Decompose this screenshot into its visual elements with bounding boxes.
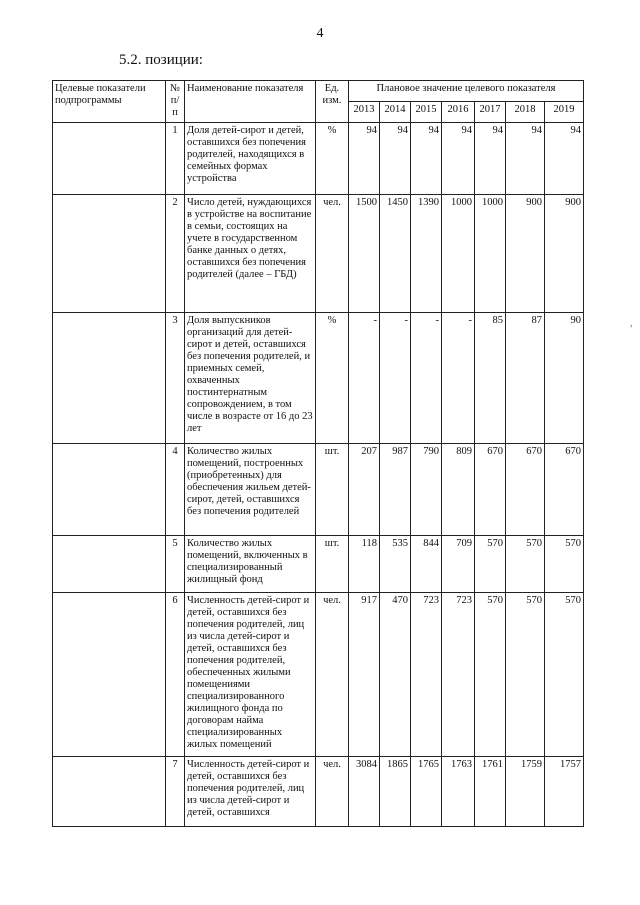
value-cell: 570 — [506, 593, 545, 757]
header-year: 2016 — [442, 102, 475, 123]
unit-cell: шт. — [316, 536, 349, 593]
margin-mark: , — [630, 318, 633, 329]
value-cell: 118 — [349, 536, 380, 593]
value-cell: 87 — [506, 313, 545, 444]
value-cell: 1390 — [411, 195, 442, 313]
value-cell: 1765 — [411, 757, 442, 827]
goal-cell — [53, 195, 166, 313]
value-cell: 3084 — [349, 757, 380, 827]
value-cell: 570 — [545, 536, 584, 593]
header-year: 2018 — [506, 102, 545, 123]
table-row — [53, 123, 584, 195]
unit-cell: % — [316, 313, 349, 444]
value-cell: 94 — [545, 123, 584, 195]
indicator-name: Количество жилых помещений, построенных (приобретенных) для обеспечения жильем детей-сирот, детей, оставшихся без попечения родителей — [185, 444, 316, 536]
value-cell: 470 — [380, 593, 411, 757]
value-cell: 1450 — [380, 195, 411, 313]
header-year: 2015 — [411, 102, 442, 123]
goal-cell — [53, 123, 166, 195]
header-indicator-name: Наименование показателя — [185, 81, 316, 123]
value-cell: 94 — [411, 123, 442, 195]
value-cell: 90 — [545, 313, 584, 444]
value-cell: 844 — [411, 536, 442, 593]
value-cell: 917 — [349, 593, 380, 757]
unit-cell: % — [316, 123, 349, 195]
row-number: 7 — [166, 757, 185, 827]
value-cell: 85 — [475, 313, 506, 444]
value-cell: 709 — [442, 536, 475, 593]
value-cell: 900 — [506, 195, 545, 313]
table-row — [53, 313, 584, 444]
section-heading: 5.2. позиции: — [119, 52, 203, 68]
value-cell: 1763 — [442, 757, 475, 827]
value-cell: 1000 — [442, 195, 475, 313]
value-cell: 1757 — [545, 757, 584, 827]
header-year: 2013 — [349, 102, 380, 123]
indicator-name: Число детей, нуждающихся в устройстве на воспитание в семьи, состоящих на учете в государственном банке данных о детях, оставшихся без попечения родителей (далее – ГБД) — [185, 195, 316, 313]
value-cell: 670 — [506, 444, 545, 536]
indicator-name: Численность детей-сирот и детей, оставшихся без попечения родителей, лиц из числа детей-сирот и детей, оставшихся — [185, 757, 316, 827]
header-planned-value: Плановое значение целевого показателя — [349, 81, 584, 102]
value-cell: 570 — [545, 593, 584, 757]
unit-cell: чел. — [316, 195, 349, 313]
row-number: 4 — [166, 444, 185, 536]
value-cell: - — [411, 313, 442, 444]
table-row — [53, 593, 584, 757]
value-cell: - — [380, 313, 411, 444]
value-cell: 809 — [442, 444, 475, 536]
page-number: 4 — [316, 26, 324, 41]
indicators-table — [52, 80, 584, 827]
table-row — [53, 757, 584, 827]
value-cell: 94 — [506, 123, 545, 195]
value-cell: 723 — [442, 593, 475, 757]
goal-cell — [53, 536, 166, 593]
table-row — [53, 536, 584, 593]
row-number: 3 — [166, 313, 185, 444]
value-cell: 207 — [349, 444, 380, 536]
header-year: 2017 — [475, 102, 506, 123]
table-row — [53, 444, 584, 536]
value-cell: 987 — [380, 444, 411, 536]
header-year: 2014 — [380, 102, 411, 123]
unit-cell: чел. — [316, 757, 349, 827]
goal-cell — [53, 313, 166, 444]
value-cell: 670 — [545, 444, 584, 536]
value-cell: 535 — [380, 536, 411, 593]
value-cell: 570 — [475, 536, 506, 593]
indicator-name: Численность детей-сирот и детей, оставшихся без попечения родителей, лиц из числа детей-сирот и детей, оставшихся без попечения родителей, обеспеченных жилыми помещениями специализированного жилищного фонда по договорам найма специализированных жилых помещений — [185, 593, 316, 757]
indicator-name: Доля выпускников организаций для детей-сирот и детей, оставшихся без попечения родителей, и приемных семей, охваченных постинтернатным сопровождением, в том числе в возрасте от 16 до 23 лет — [185, 313, 316, 444]
table-row — [53, 195, 584, 313]
row-number: 2 — [166, 195, 185, 313]
indicator-name: Доля детей-сирот и детей, оставшихся без попечения родителей, находящихся в семейных формах устройства — [185, 123, 316, 195]
header-goal-indicators: Целевые показатели подпрограммы — [53, 81, 166, 123]
value-cell: 1865 — [380, 757, 411, 827]
row-number: 6 — [166, 593, 185, 757]
indicator-name: Количество жилых помещений, включенных в специализированный жилищный фонд — [185, 536, 316, 593]
row-number: 5 — [166, 536, 185, 593]
row-number: 1 — [166, 123, 185, 195]
goal-cell — [53, 444, 166, 536]
value-cell: 94 — [380, 123, 411, 195]
goal-cell — [53, 757, 166, 827]
unit-cell: чел. — [316, 593, 349, 757]
header-row-number: № п/п — [166, 81, 185, 123]
value-cell: 570 — [475, 593, 506, 757]
value-cell: 723 — [411, 593, 442, 757]
unit-cell: шт. — [316, 444, 349, 536]
value-cell: 670 — [475, 444, 506, 536]
value-cell: 1500 — [349, 195, 380, 313]
value-cell: 94 — [349, 123, 380, 195]
value-cell: - — [442, 313, 475, 444]
value-cell: 900 — [545, 195, 584, 313]
value-cell: 790 — [411, 444, 442, 536]
value-cell: 1759 — [506, 757, 545, 827]
value-cell: 1000 — [475, 195, 506, 313]
value-cell: 1761 — [475, 757, 506, 827]
value-cell: 94 — [442, 123, 475, 195]
goal-cell — [53, 593, 166, 757]
header-year: 2019 — [545, 102, 584, 123]
header-unit: Ед. изм. — [316, 81, 349, 123]
value-cell: 94 — [475, 123, 506, 195]
value-cell: 570 — [506, 536, 545, 593]
value-cell: - — [349, 313, 380, 444]
